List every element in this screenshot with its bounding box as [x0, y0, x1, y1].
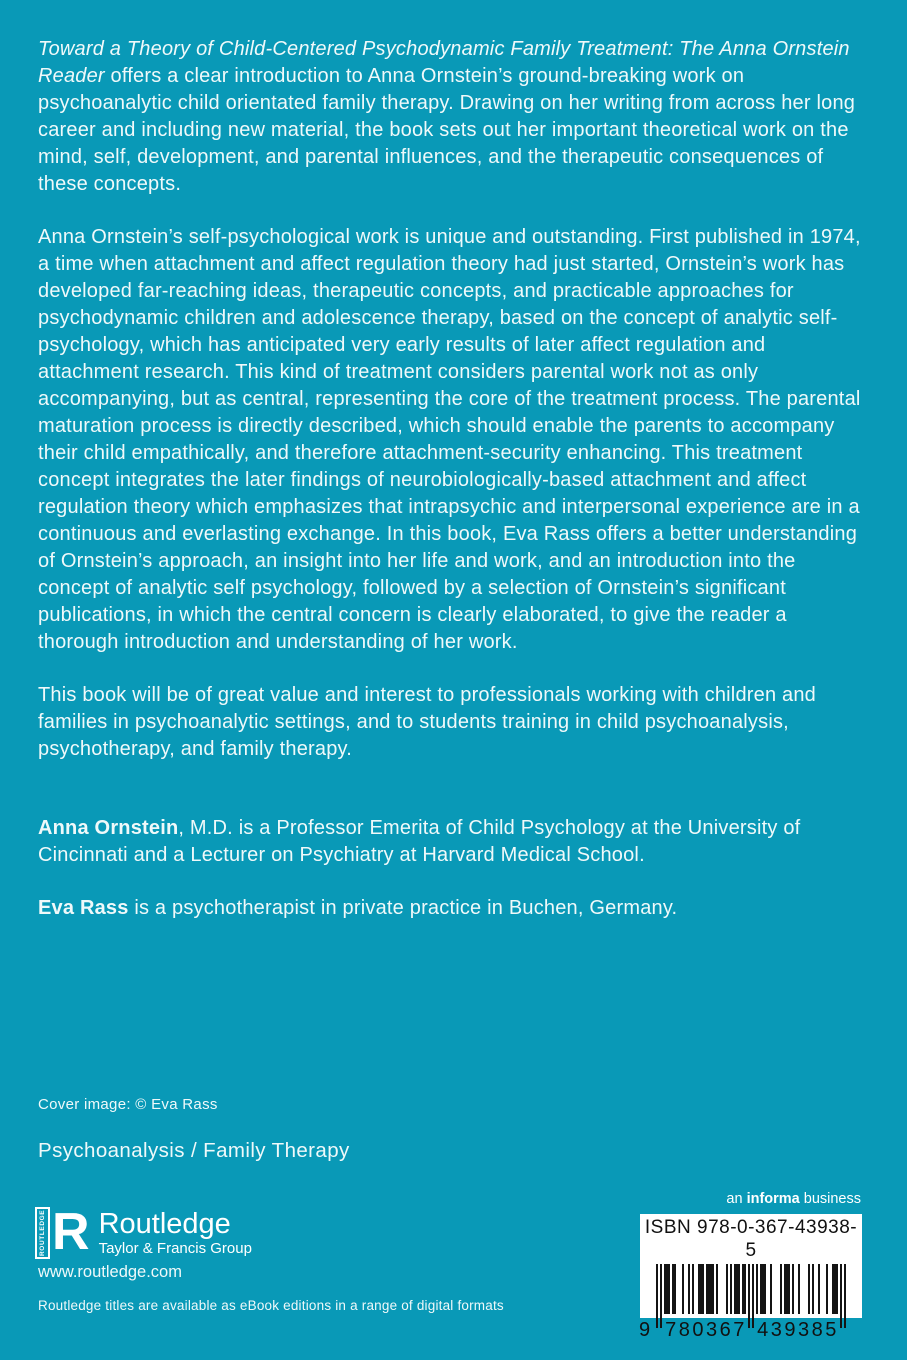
blurb-paragraph-audience: This book will be of great value and interest to professionals working with children and families in psychoanalytic settings, and to students training in child psychoanalysis, psychotherapy, and family therapy.: [38, 684, 817, 760]
blurb-paragraph-main: Anna Ornstein’s self-psychological work is unique and outstanding. First published in 1974, a time when attachment and affect regulation theory had just started, Ornstein’s work has developed far-reaching ideas, therapeutic concepts, and practicable approaches for psychodynamic children and adolescence therapy, based on the concept of analytic self-psychology, which has anticipated very early results of later affect regulation and attachment research. This kind of treatment considers parental work not as only accompanying, but as central, representing the core of the treatment process. The parental maturation process is directly described, which should enable the parents to accompany their child empathically, and therefore attachment-security enhancing. This treatment concept integrates the later findings of neurobiologically-based attachment and affect regulation theory which emphasizes that intrapsychic and interpersonal experience are in a continuous and everlasting exchange. In this book, Eva Rass offers a better understanding of Ornstein’s approach, an insight into her life and work, and an introduction into the concept of analytic self psychology, followed by a selection of Ornstein’s significant publications, in which the central concern is clearly elaborated, to give the reader a thorough introduction and understanding of her work.: [38, 226, 861, 653]
publisher-name: Routledge: [98, 1207, 231, 1240]
routledge-vertical-wordmark: ROUTLEDGE: [35, 1207, 50, 1259]
informa-word-business: business: [803, 1191, 861, 1207]
author-bio-anna-ornstein: [38, 815, 869, 869]
author-bio-eva-rass: [38, 895, 869, 922]
subject-category: Psychoanalysis / Family Therapy: [38, 1139, 350, 1162]
isbn-barcode-block: [639, 1214, 862, 1341]
barcode-digits-right: 439385: [757, 1319, 839, 1341]
author-name-eva-rass: Eva Rass: [38, 897, 129, 919]
ebook-availability-note: Routledge titles are available as eBook editions in a range of digital formats: [38, 1298, 504, 1313]
informa-brand: informa: [746, 1191, 800, 1207]
routledge-r-mark-icon: R: [52, 1203, 90, 1261]
informa-word-an: an: [726, 1191, 743, 1207]
author-name-anna-ornstein: Anna Ornstein: [38, 817, 179, 839]
cover-image-credit: Cover image: © Eva Rass: [38, 1096, 218, 1113]
barcode-digits-left: 780367: [665, 1319, 747, 1341]
barcode-digit-first: 9: [639, 1319, 651, 1341]
informa-tagline: [726, 1191, 861, 1207]
author-bio-eva-text: is a psychotherapist in private practice in Buchen, Germany.: [128, 897, 678, 919]
back-cover-blurb: [38, 36, 869, 948]
publisher-website: www.routledge.com: [38, 1263, 182, 1281]
ean13-barcode: [639, 1264, 846, 1341]
book-title-italic: Toward a Theory of Child-Centered Psychodynamic Family Treatment: The Anna Ornstein Reader: [38, 38, 850, 87]
routledge-logo: [35, 1203, 252, 1261]
publisher-names: [90, 1207, 252, 1259]
blurb-intro-text: offers a clear introduction to Anna Ornstein’s ground-breaking work on psychoanalytic child orientated family therapy. Drawing on her writing from across her long career and including new material, the book sets out her important theoretical work on the mind, self, development, and parental influences, and the therapeutic consequences of these concepts.: [38, 65, 856, 195]
author-bio-anna-text: , M.D. is a Professor Emerita of Child Psychology at the University of Cincinnati and a Lecturer on Psychiatry at Harvard Medical School.: [38, 817, 801, 866]
publisher-group: Taylor & Francis Group: [98, 1239, 252, 1257]
isbn-number-label: ISBN 978-0-367-43938-5: [644, 1217, 858, 1261]
blurb-paragraph-intro: [38, 36, 869, 198]
